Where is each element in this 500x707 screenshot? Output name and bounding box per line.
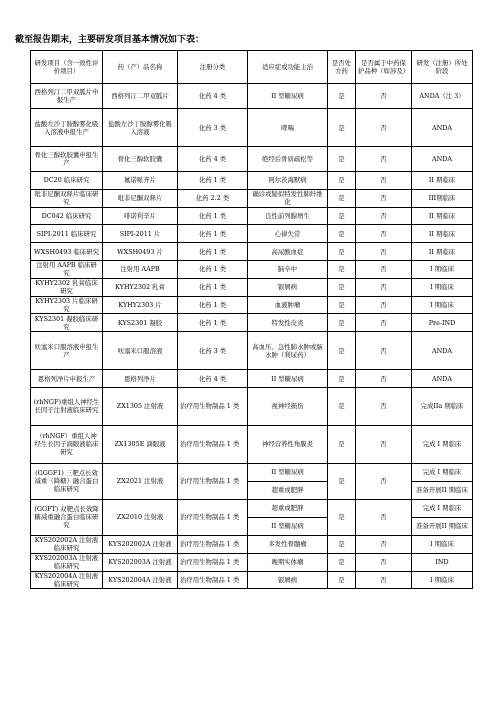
- table-row: [31, 571, 473, 589]
- cell-product: ZX2021 注射液: [103, 463, 178, 499]
- cell-project: SIPI-2011 临床研究: [31, 225, 103, 243]
- cell-prescription: 是: [328, 425, 356, 463]
- cell-indication: 高尿酸血症: [248, 243, 328, 261]
- cell-stage: I 期临床: [412, 571, 473, 589]
- cell-prescription: 是: [328, 243, 356, 261]
- cell-indication: 脑卒中: [248, 260, 328, 278]
- table-row: [31, 332, 473, 370]
- cell-product: 吡非尼酮双释片: [103, 189, 178, 207]
- table-row: [31, 387, 473, 425]
- cell-class: 治疗用生物制品 1 类: [178, 463, 248, 499]
- cell-stage: ANDA: [412, 109, 473, 147]
- cell-tcm: 否: [356, 387, 412, 425]
- cell-tcm: 否: [356, 189, 412, 207]
- table-row: [31, 84, 473, 109]
- cell-prescription: 是: [328, 332, 356, 370]
- cell-product: ZX1305 注射液: [103, 387, 178, 425]
- col-header-product: 药（产）品名称: [103, 51, 178, 84]
- cell-project: KYS202002A 注射液临床研究: [31, 535, 103, 553]
- rd-projects-table: [30, 50, 473, 589]
- cell-product: 啡诺利辛片: [103, 207, 178, 225]
- cell-product: 注射用 AAPB: [103, 260, 178, 278]
- cell-stage: I 期临床: [412, 296, 473, 314]
- cell-product: SIPI-2011 片: [103, 225, 178, 243]
- cell-tcm: 否: [356, 571, 412, 589]
- table-row: [31, 535, 473, 553]
- cell-indication: 银屑病: [248, 571, 328, 589]
- col-header-prescription: 是否处方药: [328, 51, 356, 84]
- cell-prescription: 是: [328, 535, 356, 553]
- cell-tcm: 否: [356, 463, 412, 499]
- table-row: [31, 147, 473, 172]
- cell-product: KYS202002A 注射液: [103, 535, 178, 553]
- cell-prescription: 是: [328, 84, 356, 109]
- cell-class: 治疗用生物制品 1 类: [178, 553, 248, 571]
- cell-tcm: 否: [356, 425, 412, 463]
- cell-tcm: 否: [356, 147, 412, 172]
- cell-stage: 完成 I 期临床: [412, 463, 473, 481]
- cell-product: 呋塞米口服溶液: [103, 332, 178, 370]
- cell-stage: III期临床: [412, 189, 473, 207]
- cell-class: 化药 4 类: [178, 370, 248, 388]
- cell-class: 化药 2.2 类: [178, 189, 248, 207]
- cell-indication: 视神经损伤: [248, 387, 328, 425]
- cell-tcm: 否: [356, 370, 412, 388]
- cell-project: KYHY2302 乳膏临床研究: [31, 278, 103, 296]
- table-row: [31, 278, 473, 296]
- cell-class: 化药 3 类: [178, 332, 248, 370]
- cell-class: 化药 1 类: [178, 314, 248, 332]
- cell-indication: 绝经后骨质疏松等: [248, 147, 328, 172]
- cell-tcm: 否: [356, 499, 412, 535]
- cell-prescription: 是: [328, 172, 356, 190]
- cell-class: 化药 1 类: [178, 172, 248, 190]
- cell-product: KYHY2302 乳膏: [103, 278, 178, 296]
- cell-stage: ANDA（注 3）: [412, 84, 473, 109]
- cell-prescription: 是: [328, 463, 356, 499]
- cell-stage: IND: [412, 553, 473, 571]
- cell-class: 化药 3 类: [178, 109, 248, 147]
- cell-indication: II 型糖尿病: [248, 84, 328, 109]
- cell-product: KYHY2303 片: [103, 296, 178, 314]
- cell-project: DC042 临床研究: [31, 207, 103, 225]
- cell-tcm: 否: [356, 278, 412, 296]
- cell-indication: II 型糖尿病: [248, 370, 328, 388]
- cell-stage: ANDA: [412, 332, 473, 370]
- cell-project: KYS2301 凝胶临床研究: [31, 314, 103, 332]
- cell-class: 治疗用生物制品 1 类: [178, 425, 248, 463]
- cell-indication: II 型糖尿病: [248, 463, 328, 481]
- cell-tcm: 否: [356, 296, 412, 314]
- table-row: [31, 463, 473, 481]
- cell-indication: 血液肿瘤: [248, 296, 328, 314]
- cell-tcm: 否: [356, 332, 412, 370]
- cell-indication: 银屑病: [248, 278, 328, 296]
- cell-prescription: 是: [328, 225, 356, 243]
- cell-tcm: 否: [356, 225, 412, 243]
- cell-stage: ANDA: [412, 147, 473, 172]
- cell-stage: 完成 I 期临床: [412, 425, 473, 463]
- cell-project: KYS202003A 注射液临床研究: [31, 553, 103, 571]
- cell-stage: 完成 I 期临床: [412, 499, 473, 517]
- cell-product: KYS202003A 注射液: [103, 553, 178, 571]
- cell-project: 注射用 AAPB 临床研究: [31, 260, 103, 278]
- cell-indication: 超重或肥胖: [248, 499, 328, 517]
- cell-prescription: 是: [328, 370, 356, 388]
- table-row: [31, 296, 473, 314]
- cell-stage: 完成IIa 期临床: [412, 387, 473, 425]
- cell-prescription: 是: [328, 260, 356, 278]
- cell-stage: II 期临床: [412, 172, 473, 190]
- cell-indication: 确诊或疑似特发性肺纤维化: [248, 189, 328, 207]
- cell-class: 治疗用生物制品 1 类: [178, 535, 248, 553]
- cell-prescription: 是: [328, 207, 356, 225]
- cell-product: KYS202004A 注射液: [103, 571, 178, 589]
- cell-project: 骨化三醇软胶囊申报生产: [31, 147, 103, 172]
- section-heading: 截至报告期末，主要研发项目基本情况如下表：: [15, 35, 205, 45]
- cell-tcm: 否: [356, 553, 412, 571]
- cell-tcm: 否: [356, 314, 412, 332]
- cell-stage: I 期临床: [412, 260, 473, 278]
- cell-tcm: 否: [356, 109, 412, 147]
- cell-project: 西格列汀二甲双胍片申报生产: [31, 84, 103, 109]
- col-header-class: 注册分类: [178, 51, 248, 84]
- cell-class: 化药 4 类: [178, 84, 248, 109]
- cell-stage: 准备开展II 期临床: [412, 481, 473, 499]
- cell-tcm: 否: [356, 207, 412, 225]
- col-header-indication: 适应症或功能主治: [248, 51, 328, 84]
- table-row: [31, 425, 473, 463]
- table-row: [31, 109, 473, 147]
- cell-class: 化药 1 类: [178, 260, 248, 278]
- cell-tcm: 否: [356, 243, 412, 261]
- cell-tcm: 否: [356, 260, 412, 278]
- cell-product: 氟诺哌齐片: [103, 172, 178, 190]
- cell-class: 治疗用生物制品 1 类: [178, 499, 248, 535]
- cell-indication: 神经营养性角膜炎: [248, 425, 328, 463]
- table-header-row: [31, 51, 473, 84]
- cell-project: (rhNGF)重组人神经生长因子注射液临床研究: [31, 387, 103, 425]
- cell-stage: II 期临床: [412, 243, 473, 261]
- cell-project: （rhNGF）重组人神经生长因子滴眼液临床研究: [31, 425, 103, 463]
- cell-prescription: 是: [328, 109, 356, 147]
- cell-class: 化药 1 类: [178, 225, 248, 243]
- table-row: [31, 370, 473, 388]
- col-header-stage: 研发（注册）所处阶段: [412, 51, 473, 84]
- cell-indication: 晚期实体瘤: [248, 553, 328, 571]
- cell-indication: 多发性骨髓瘤: [248, 535, 328, 553]
- cell-class: 化药 4 类: [178, 147, 248, 172]
- cell-project: 吡非尼酮双释片临床研究: [31, 189, 103, 207]
- cell-indication: 心律失常: [248, 225, 328, 243]
- cell-indication: 特发性皮炎: [248, 314, 328, 332]
- cell-class: 化药 1 类: [178, 278, 248, 296]
- cell-prescription: 是: [328, 571, 356, 589]
- cell-stage: 准备开展II 期临床: [412, 517, 473, 535]
- cell-prescription: 是: [328, 553, 356, 571]
- table-row: [31, 499, 473, 517]
- table-row: [31, 225, 473, 243]
- cell-stage: II 期临床: [412, 207, 473, 225]
- cell-product: KYS2301 凝胶: [103, 314, 178, 332]
- cell-class: 治疗用生物制品 1 类: [178, 387, 248, 425]
- cell-tcm: 否: [356, 84, 412, 109]
- cell-project: (GGGF1) 三靶点长效减重（降糖）融合蛋白临床研究: [31, 463, 103, 499]
- cell-product: 西格列汀二甲双胍片: [103, 84, 178, 109]
- cell-prescription: 是: [328, 189, 356, 207]
- cell-stage: ANDA: [412, 370, 473, 388]
- cell-prescription: 是: [328, 387, 356, 425]
- cell-stage: I 期临床: [412, 278, 473, 296]
- cell-project: WXSH0493 临床研究: [31, 243, 103, 261]
- cell-project: 恩格列净片申报生产: [31, 370, 103, 388]
- cell-indication: 阿尔茨海默病: [248, 172, 328, 190]
- cell-indication: 哮喘: [248, 109, 328, 147]
- table-row: [31, 189, 473, 207]
- cell-prescription: 是: [328, 314, 356, 332]
- cell-product: ZX1305E 滴眼液: [103, 425, 178, 463]
- cell-tcm: 否: [356, 535, 412, 553]
- cell-product: ZX2010 注射液: [103, 499, 178, 535]
- table-row: [31, 314, 473, 332]
- cell-indication: 高血压、急性肺水肿或脑水肿（利尿药）: [248, 332, 328, 370]
- cell-project: 盐酸左沙丁胺醇雾化吸入溶液申报生产: [31, 109, 103, 147]
- cell-prescription: 是: [328, 147, 356, 172]
- cell-prescription: 是: [328, 296, 356, 314]
- table-row: [31, 207, 473, 225]
- table-row: [31, 260, 473, 278]
- cell-class: 治疗用生物制品 1 类: [178, 571, 248, 589]
- cell-prescription: 是: [328, 499, 356, 535]
- cell-class: 化药 1 类: [178, 243, 248, 261]
- table-row: [31, 172, 473, 190]
- cell-prescription: 是: [328, 278, 356, 296]
- cell-product: 盐酸左沙丁胺醇雾化吸入溶液: [103, 109, 178, 147]
- table-row: [31, 243, 473, 261]
- cell-stage: II 期临床: [412, 225, 473, 243]
- cell-class: 化药 1 类: [178, 207, 248, 225]
- cell-project: KYS202004A 注射液临床研究: [31, 571, 103, 589]
- col-header-project: 研发项目（含一致性评价项目）: [31, 51, 103, 84]
- cell-product: 骨化三醇软胶囊: [103, 147, 178, 172]
- cell-indication: 超重或肥胖: [248, 481, 328, 499]
- cell-project: 呋塞米口服溶液申报生产: [31, 332, 103, 370]
- cell-product: 恩格列净片: [103, 370, 178, 388]
- cell-stage: I 期临床: [412, 535, 473, 553]
- cell-project: DC20 临床研究: [31, 172, 103, 190]
- col-header-tcm: 是否属于中药保护品种（如涉及）: [356, 51, 412, 84]
- cell-indication: 良性前列腺增生: [248, 207, 328, 225]
- cell-class: 化药 1 类: [178, 296, 248, 314]
- cell-project: (GGFT) 双靶点长效降糖减重融合蛋白临床研究: [31, 499, 103, 535]
- cell-product: WXSH0493 片: [103, 243, 178, 261]
- cell-indication: II 型糖尿病: [248, 517, 328, 535]
- table-row: [31, 553, 473, 571]
- cell-project: KYHY2303 片临床研究: [31, 296, 103, 314]
- cell-stage: Pre-IND: [412, 314, 473, 332]
- cell-tcm: 否: [356, 172, 412, 190]
